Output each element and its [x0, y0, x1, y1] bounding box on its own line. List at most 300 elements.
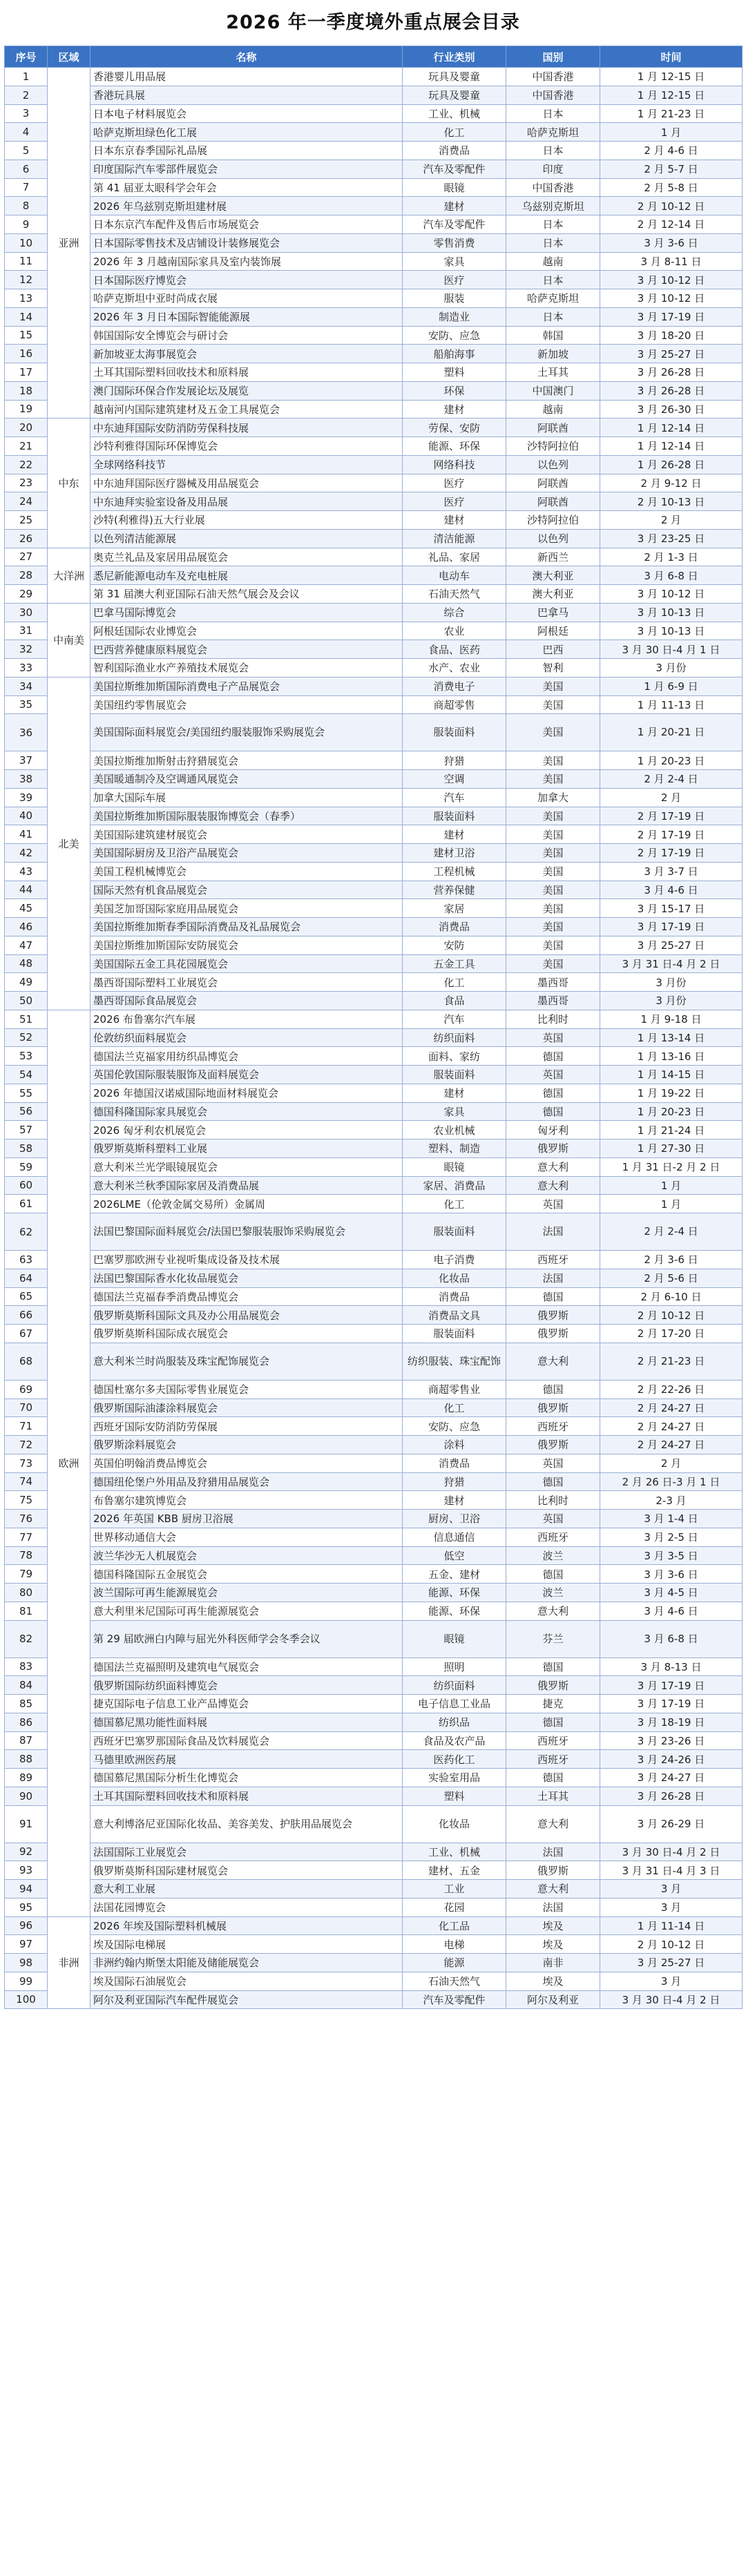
- cell-industry: 建材: [403, 1084, 506, 1102]
- cell-time: 3 月 10-12 日: [600, 289, 743, 308]
- cell-country: 韩国: [506, 326, 600, 345]
- cell-industry: 电子消费: [403, 1251, 506, 1269]
- cell-name: 沙特(利雅得)五大行业展: [90, 511, 403, 530]
- cell-name: 香港婴儿用品展: [90, 68, 403, 86]
- cell-index: 62: [5, 1213, 48, 1251]
- table-row: [5, 1343, 743, 1380]
- cell-country: 越南: [506, 400, 600, 419]
- cell-country: 法国: [506, 1213, 600, 1251]
- cell-index: 79: [5, 1565, 48, 1584]
- cell-industry: 建材卫浴: [403, 844, 506, 863]
- cell-time: 3 月 31 日-4 月 2 日: [600, 954, 743, 973]
- table-row: [5, 992, 743, 1010]
- table-row: [5, 566, 743, 585]
- cell-index: 39: [5, 788, 48, 807]
- cell-index: 91: [5, 1805, 48, 1843]
- cell-country: 波兰: [506, 1546, 600, 1565]
- cell-index: 53: [5, 1047, 48, 1066]
- cell-time: 3 月 30 日-4 月 1 日: [600, 640, 743, 659]
- cell-index: 12: [5, 271, 48, 289]
- cell-country: 德国: [506, 1380, 600, 1398]
- cell-name: 土耳其国际塑料回收技术和原料展: [90, 1787, 403, 1805]
- cell-industry: 安防、应急: [403, 326, 506, 345]
- cell-time: 2 月 1-3 日: [600, 548, 743, 566]
- cell-country: 澳大利亚: [506, 566, 600, 585]
- cell-time: 3 月 10-12 日: [600, 271, 743, 289]
- cell-industry: 农业机械: [403, 1121, 506, 1140]
- cell-index: 57: [5, 1121, 48, 1140]
- cell-index: 92: [5, 1843, 48, 1861]
- cell-time: 3 月 23-26 日: [600, 1731, 743, 1750]
- cell-time: 1 月 12-14 日: [600, 419, 743, 437]
- cell-index: 29: [5, 585, 48, 604]
- cell-country: 以色列: [506, 529, 600, 548]
- cell-name: 印度国际汽车零部件展览会: [90, 160, 403, 178]
- cell-time: 3 月 1-4 日: [600, 1510, 743, 1528]
- table-row: [5, 1695, 743, 1713]
- cell-time: 3 月 23-25 日: [600, 529, 743, 548]
- cell-time: 2 月 17-20 日: [600, 1325, 743, 1343]
- cell-country: 埃及: [506, 1916, 600, 1935]
- cell-country: 阿联酋: [506, 492, 600, 511]
- cell-index: 95: [5, 1898, 48, 1916]
- cell-country: 阿联酋: [506, 474, 600, 492]
- cell-index: 47: [5, 936, 48, 954]
- cell-name: 德国杜塞尔多夫国际零售业展览会: [90, 1380, 403, 1398]
- table-row: [5, 1084, 743, 1102]
- table-row: [5, 1861, 743, 1880]
- cell-index: 81: [5, 1602, 48, 1620]
- cell-region: 大洋洲: [48, 548, 90, 603]
- table-row: [5, 844, 743, 863]
- cell-country: 俄罗斯: [506, 1676, 600, 1695]
- table-row: [5, 1769, 743, 1787]
- cell-industry: 纺织面料: [403, 1676, 506, 1695]
- cell-country: 以色列: [506, 455, 600, 474]
- cell-name: 新加坡亚太海事展览会: [90, 345, 403, 363]
- cell-industry: 花园: [403, 1898, 506, 1916]
- cell-time: 3 月 3-6 日: [600, 233, 743, 252]
- cell-industry: 服装面料: [403, 714, 506, 751]
- table-row: [5, 1584, 743, 1602]
- cell-country: 日本: [506, 215, 600, 234]
- cell-country: 阿尔及利亚: [506, 1990, 600, 2009]
- cell-index: 66: [5, 1306, 48, 1325]
- cell-country: 德国: [506, 1769, 600, 1787]
- cell-name: 加拿大国际车展: [90, 788, 403, 807]
- cell-industry: 建材: [403, 825, 506, 844]
- cell-index: 88: [5, 1750, 48, 1769]
- cell-name: 美国拉斯维加斯射击狩猎展览会: [90, 751, 403, 770]
- header-region: 区域: [48, 46, 90, 68]
- cell-time: 2 月 5-6 日: [600, 1269, 743, 1287]
- cell-name: 西班牙巴塞罗那国际食品及饮料展览会: [90, 1731, 403, 1750]
- cell-industry: 消费品: [403, 918, 506, 936]
- cell-industry: 网络科技: [403, 455, 506, 474]
- cell-name: 国际天然有机食品展览会: [90, 881, 403, 899]
- cell-index: 30: [5, 603, 48, 622]
- cell-country: 芬兰: [506, 1620, 600, 1657]
- cell-index: 51: [5, 1010, 48, 1028]
- cell-industry: 眼镜: [403, 178, 506, 197]
- cell-industry: 低空: [403, 1546, 506, 1565]
- cell-time: 1 月 20-23 日: [600, 1102, 743, 1121]
- cell-index: 3: [5, 104, 48, 123]
- cell-name: 美国芝加哥国际家庭用品展览会: [90, 899, 403, 918]
- cell-name: 美国国际面料展览会/美国纽约服装服饰采购展览会: [90, 714, 403, 751]
- cell-time: 2 月 9-12 日: [600, 474, 743, 492]
- cell-industry: 五金工具: [403, 954, 506, 973]
- cell-name: 墨西哥国际塑料工业展览会: [90, 973, 403, 992]
- table-row: [5, 400, 743, 419]
- cell-index: 38: [5, 770, 48, 789]
- cell-industry: 塑料: [403, 363, 506, 382]
- cell-time: 3 月 25-27 日: [600, 936, 743, 954]
- cell-index: 36: [5, 714, 48, 751]
- cell-name: 日本东京春季国际礼品展: [90, 142, 403, 160]
- table-row: [5, 1657, 743, 1676]
- cell-name: 德国法兰克福家用纺织品博览会: [90, 1047, 403, 1066]
- cell-country: 美国: [506, 714, 600, 751]
- cell-industry: 建材: [403, 1491, 506, 1510]
- cell-industry: 服装面料: [403, 1213, 506, 1251]
- cell-country: 墨西哥: [506, 973, 600, 992]
- table-row: [5, 1954, 743, 1972]
- cell-country: 巴西: [506, 640, 600, 659]
- table-row: [5, 104, 743, 123]
- cell-name: 中东迪拜国际医疗器械及用品展览会: [90, 474, 403, 492]
- table-row: [5, 1306, 743, 1325]
- table-row: [5, 1454, 743, 1472]
- cell-time: 2 月 2-4 日: [600, 1213, 743, 1251]
- cell-industry: 营养保健: [403, 881, 506, 899]
- cell-index: 6: [5, 160, 48, 178]
- cell-index: 18: [5, 381, 48, 400]
- cell-name: 2026 年埃及国际塑料机械展: [90, 1916, 403, 1935]
- table-row: [5, 326, 743, 345]
- cell-country: 俄罗斯: [506, 1861, 600, 1880]
- cell-name: 德国法兰克福春季消费品博览会: [90, 1287, 403, 1306]
- table-row: [5, 345, 743, 363]
- cell-index: 76: [5, 1510, 48, 1528]
- table-row: [5, 1417, 743, 1436]
- cell-industry: 家居、消费品: [403, 1176, 506, 1195]
- table-row: [5, 585, 743, 604]
- cell-index: 46: [5, 918, 48, 936]
- cell-time: 3 月 3-7 日: [600, 862, 743, 881]
- cell-industry: 汽车及零配件: [403, 215, 506, 234]
- table-row: [5, 1546, 743, 1565]
- cell-time: 3 月 8-11 日: [600, 252, 743, 271]
- cell-index: 7: [5, 178, 48, 197]
- cell-time: 1 月 20-23 日: [600, 751, 743, 770]
- cell-name: 日本电子材料展览会: [90, 104, 403, 123]
- table-row: [5, 640, 743, 659]
- cell-index: 15: [5, 326, 48, 345]
- cell-name: 墨西哥国际食品展览会: [90, 992, 403, 1010]
- table-row: [5, 695, 743, 714]
- cell-index: 99: [5, 1972, 48, 1990]
- cell-name: 香港玩具展: [90, 86, 403, 104]
- cell-index: 26: [5, 529, 48, 548]
- cell-index: 86: [5, 1713, 48, 1731]
- cell-time: 3 月 4-6 日: [600, 881, 743, 899]
- table-row: [5, 603, 743, 622]
- cell-name: 以色列清洁能源展: [90, 529, 403, 548]
- cell-industry: 医药化工: [403, 1750, 506, 1769]
- cell-time: 1 月 20-21 日: [600, 714, 743, 751]
- cell-name: 美国拉斯维加斯国际安防展览会: [90, 936, 403, 954]
- cell-industry: 能源、环保: [403, 1602, 506, 1620]
- cell-index: 87: [5, 1731, 48, 1750]
- cell-country: 德国: [506, 1713, 600, 1731]
- cell-country: 美国: [506, 862, 600, 881]
- cell-country: 美国: [506, 751, 600, 770]
- header-index: 序号: [5, 46, 48, 68]
- table-row: [5, 954, 743, 973]
- table-row: [5, 622, 743, 640]
- cell-time: 2 月 17-19 日: [600, 825, 743, 844]
- page-title: 2026 年一季度境外重点展会目录: [226, 12, 520, 33]
- cell-name: 美国国际建筑建材展览会: [90, 825, 403, 844]
- cell-industry: 礼品、家居: [403, 548, 506, 566]
- cell-country: 沙特阿拉伯: [506, 437, 600, 456]
- cell-industry: 塑料、制造: [403, 1140, 506, 1158]
- cell-industry: 实验室用品: [403, 1769, 506, 1787]
- cell-country: 加拿大: [506, 788, 600, 807]
- header-row: [5, 46, 743, 68]
- cell-country: 美国: [506, 844, 600, 863]
- cell-index: 17: [5, 363, 48, 382]
- cell-name: 埃及国际石油展览会: [90, 1972, 403, 1990]
- cell-index: 11: [5, 252, 48, 271]
- cell-industry: 综合: [403, 603, 506, 622]
- table-row: [5, 1916, 743, 1935]
- table-row: [5, 1398, 743, 1417]
- table-row: [5, 1287, 743, 1306]
- cell-time: 1 月 21-24 日: [600, 1121, 743, 1140]
- cell-name: 俄罗斯国际油漆涂料展览会: [90, 1398, 403, 1417]
- cell-country: 英国: [506, 1454, 600, 1472]
- cell-index: 60: [5, 1176, 48, 1195]
- cell-time: 3 月 10-13 日: [600, 622, 743, 640]
- cell-industry: 汽车: [403, 788, 506, 807]
- cell-country: 日本: [506, 233, 600, 252]
- cell-industry: 安防、应急: [403, 1417, 506, 1436]
- cell-name: 德国慕尼黑国际分析生化博览会: [90, 1769, 403, 1787]
- cell-index: 71: [5, 1417, 48, 1436]
- cell-time: 3 月 17-19 日: [600, 1695, 743, 1713]
- cell-name: 英国伯明翰消费品博览会: [90, 1454, 403, 1472]
- cell-industry: 电子信息工业品: [403, 1695, 506, 1713]
- table-row: [5, 1140, 743, 1158]
- table-row: [5, 973, 743, 992]
- cell-country: 南非: [506, 1954, 600, 1972]
- cell-time: 1 月: [600, 123, 743, 142]
- cell-name: 非洲约翰内斯堡太阳能及储能展览会: [90, 1954, 403, 1972]
- cell-index: 61: [5, 1195, 48, 1213]
- table-row: [5, 1880, 743, 1899]
- table-row: [5, 825, 743, 844]
- cell-country: 德国: [506, 1657, 600, 1676]
- cell-name: 日本国际医疗博览会: [90, 271, 403, 289]
- cell-time: 3 月 31 日-4 月 3 日: [600, 1861, 743, 1880]
- cell-name: 智利国际渔业水产养殖技术展览会: [90, 659, 403, 677]
- cell-name: 意大利博洛尼亚国际化妆品、美容美发、护肤用品展览会: [90, 1805, 403, 1843]
- cell-name: 美国工程机械博览会: [90, 862, 403, 881]
- cell-country: 美国: [506, 954, 600, 973]
- table-row: [5, 1898, 743, 1916]
- cell-name: 2026 年 3 月越南国际家具及室内装饰展: [90, 252, 403, 271]
- cell-time: 1 月 21-23 日: [600, 104, 743, 123]
- cell-industry: 眼镜: [403, 1157, 506, 1176]
- cell-time: 1 月 6-9 日: [600, 677, 743, 695]
- cell-industry: 制造业: [403, 307, 506, 326]
- cell-time: 3 月份: [600, 992, 743, 1010]
- cell-name: 巴拿马国际博览会: [90, 603, 403, 622]
- cell-industry: 消费电子: [403, 677, 506, 695]
- cell-country: 德国: [506, 1472, 600, 1491]
- cell-name: 巴西营养健康原料展览会: [90, 640, 403, 659]
- cell-index: 70: [5, 1398, 48, 1417]
- cell-name: 2026 匈牙利农机展览会: [90, 1121, 403, 1140]
- cell-time: 3 月: [600, 1972, 743, 1990]
- table-row: [5, 1251, 743, 1269]
- cell-time: 3 月: [600, 1880, 743, 1899]
- cell-country: 美国: [506, 770, 600, 789]
- table-row: [5, 1047, 743, 1066]
- cell-country: 捷克: [506, 1695, 600, 1713]
- cell-industry: 消费品: [403, 142, 506, 160]
- cell-index: 45: [5, 899, 48, 918]
- cell-country: 土耳其: [506, 1787, 600, 1805]
- cell-name: 法国巴黎国际香水化妆品展览会: [90, 1269, 403, 1287]
- cell-index: 1: [5, 68, 48, 86]
- table-row: [5, 770, 743, 789]
- cell-index: 22: [5, 455, 48, 474]
- cell-name: 布鲁塞尔建筑博览会: [90, 1491, 403, 1510]
- cell-name: 2026 年英国 KBB 厨房卫浴展: [90, 1510, 403, 1528]
- cell-index: 77: [5, 1528, 48, 1546]
- cell-time: 3 月 30 日-4 月 2 日: [600, 1990, 743, 2009]
- cell-country: 意大利: [506, 1176, 600, 1195]
- cell-time: 2 月 6-10 日: [600, 1287, 743, 1306]
- cell-index: 65: [5, 1287, 48, 1306]
- cell-industry: 空调: [403, 770, 506, 789]
- cell-name: 美国拉斯维加斯国际服装服饰博览会（春季）: [90, 807, 403, 825]
- table-row: [5, 1028, 743, 1047]
- cell-index: 16: [5, 345, 48, 363]
- cell-time: 3 月份: [600, 659, 743, 677]
- cell-industry: 眼镜: [403, 1620, 506, 1657]
- cell-country: 美国: [506, 918, 600, 936]
- cell-name: 西班牙国际安防消防劳保展: [90, 1417, 403, 1436]
- cell-index: 75: [5, 1491, 48, 1510]
- cell-country: 意大利: [506, 1343, 600, 1380]
- cell-industry: 玩具及婴童: [403, 68, 506, 86]
- cell-time: 1 月 31 日-2 月 2 日: [600, 1157, 743, 1176]
- cell-index: 20: [5, 419, 48, 437]
- cell-index: 85: [5, 1695, 48, 1713]
- cell-name: 全球网络科技节: [90, 455, 403, 474]
- cell-industry: 消费品: [403, 1454, 506, 1472]
- cell-industry: 电动车: [403, 566, 506, 585]
- cell-index: 44: [5, 881, 48, 899]
- cell-name: 第 41 届亚太眼科学会年会: [90, 178, 403, 197]
- table-row: [5, 474, 743, 492]
- cell-name: 马德里欧洲医药展: [90, 1750, 403, 1769]
- cell-country: 中国香港: [506, 178, 600, 197]
- table-row: [5, 1010, 743, 1028]
- cell-industry: 能源、环保: [403, 437, 506, 456]
- cell-name: 俄罗斯莫斯科国际文具及办公用品展览会: [90, 1306, 403, 1325]
- cell-country: 英国: [506, 1510, 600, 1528]
- cell-industry: 食品及农产品: [403, 1731, 506, 1750]
- table-row: [5, 1731, 743, 1750]
- cell-index: 59: [5, 1157, 48, 1176]
- cell-industry: 商超零售业: [403, 1380, 506, 1398]
- cell-country: 俄罗斯: [506, 1398, 600, 1417]
- cell-index: 28: [5, 566, 48, 585]
- cell-name: 美国纽约零售展览会: [90, 695, 403, 714]
- cell-country: 哈萨克斯坦: [506, 289, 600, 308]
- cell-country: 巴拿马: [506, 603, 600, 622]
- cell-industry: 塑料: [403, 1787, 506, 1805]
- header-country: 国别: [506, 46, 600, 68]
- cell-name: 韩国国际安全博览会与研讨会: [90, 326, 403, 345]
- cell-time: 3 月 26-29 日: [600, 1805, 743, 1843]
- cell-country: 墨西哥: [506, 992, 600, 1010]
- table-row: [5, 1491, 743, 1510]
- cell-name: 2026 年乌兹别克斯坦建材展: [90, 197, 403, 215]
- cell-name: 意大利米兰秋季国际家居及消费品展: [90, 1176, 403, 1195]
- cell-time: 3 月 26-28 日: [600, 363, 743, 382]
- cell-country: 德国: [506, 1287, 600, 1306]
- table-row: [5, 307, 743, 326]
- cell-industry: 电梯: [403, 1935, 506, 1954]
- cell-country: 西班牙: [506, 1750, 600, 1769]
- cell-name: 美国拉斯维加斯国际消费电子产品展览会: [90, 677, 403, 695]
- cell-name: 意大利工业展: [90, 1880, 403, 1899]
- cell-time: 1 月 13-16 日: [600, 1047, 743, 1066]
- cell-industry: 家居: [403, 899, 506, 918]
- cell-index: 52: [5, 1028, 48, 1047]
- cell-industry: 能源、环保: [403, 1584, 506, 1602]
- cell-country: 美国: [506, 881, 600, 899]
- cell-industry: 能源: [403, 1954, 506, 1972]
- table-row: [5, 1436, 743, 1454]
- cell-industry: 纺织品: [403, 1713, 506, 1731]
- cell-name: 德国慕尼黑功能性面料展: [90, 1713, 403, 1731]
- cell-time: 2 月 10-12 日: [600, 1935, 743, 1954]
- cell-time: 3 月 18-20 日: [600, 326, 743, 345]
- table-row: [5, 659, 743, 677]
- cell-time: 3 月 15-17 日: [600, 899, 743, 918]
- cell-index: 68: [5, 1343, 48, 1380]
- cell-country: 德国: [506, 1047, 600, 1066]
- cell-country: 美国: [506, 899, 600, 918]
- table-row: [5, 86, 743, 104]
- cell-industry: 劳保、安防: [403, 419, 506, 437]
- cell-name: 日本国际零售技术及店铺设计装修展览会: [90, 233, 403, 252]
- cell-time: 2 月 21-23 日: [600, 1343, 743, 1380]
- table-row: [5, 1380, 743, 1398]
- cell-country: 阿联酋: [506, 419, 600, 437]
- cell-time: 1 月 12-15 日: [600, 86, 743, 104]
- cell-index: 37: [5, 751, 48, 770]
- cell-name: 哈萨克斯坦绿色化工展: [90, 123, 403, 142]
- cell-time: 1 月: [600, 1195, 743, 1213]
